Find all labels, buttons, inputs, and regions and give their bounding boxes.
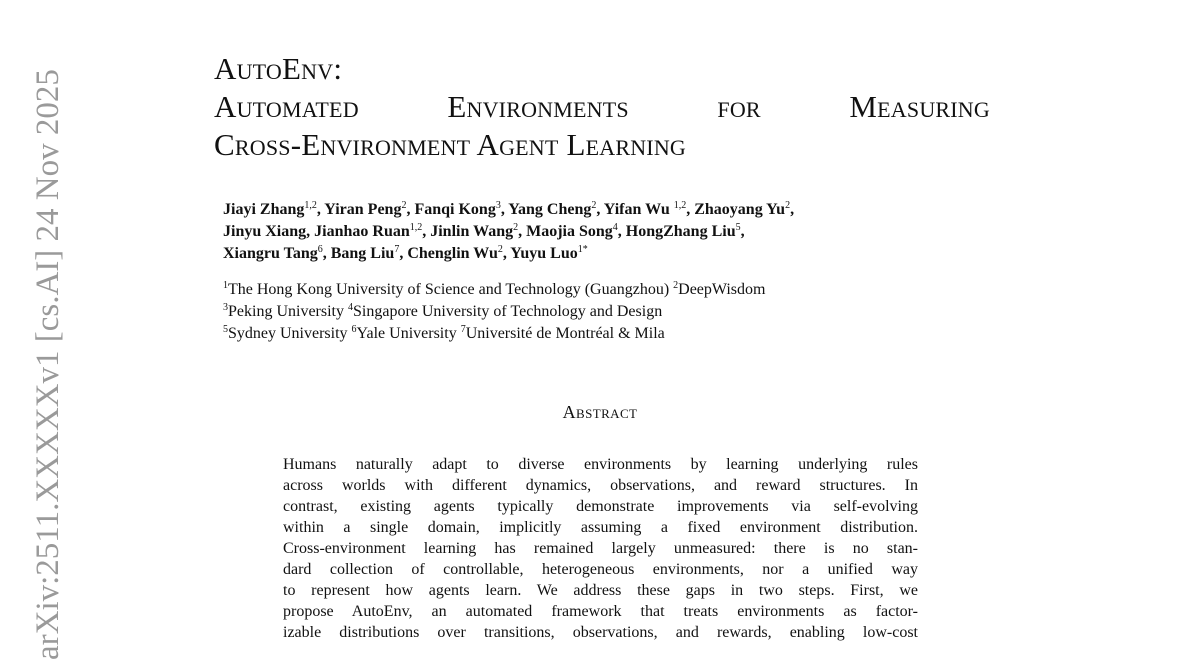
affiliation-name: Peking University bbox=[228, 303, 344, 320]
author-name: HongZhang Liu bbox=[625, 223, 736, 240]
author-name: Fanqi Kong bbox=[414, 201, 496, 218]
affiliation-number: 6 bbox=[351, 324, 357, 335]
affiliation-name: Singapore University of Technology and Design bbox=[353, 303, 663, 320]
author-affiliation-mark: 1,2 bbox=[673, 200, 687, 211]
affiliation-number: 2 bbox=[673, 280, 679, 291]
author-line: Jinyu Xiang, Jianhao Ruan$^{1,2}$, Jinlin Wang$^2$, Maojia Song$^4$, HongZhang Liu$^5$, bbox=[223, 222, 745, 240]
abstract-body bbox=[283, 454, 918, 643]
author-affiliation-mark: 4 bbox=[612, 222, 618, 233]
abstract-line: within a single domain, implicitly assuming a fixed environment distribution. bbox=[283, 519, 918, 536]
affiliation-name: DeepWisdom bbox=[678, 281, 766, 298]
abstract-line: propose AutoEnv, an automated framework that treats environments as factor- bbox=[283, 603, 918, 620]
author-affiliation-mark: 2 bbox=[401, 200, 407, 211]
affiliation-list bbox=[223, 279, 983, 345]
author-affiliation-mark: 5 bbox=[735, 222, 741, 233]
abstract-heading: Abstract bbox=[562, 402, 638, 422]
author-name: Jinlin Wang bbox=[430, 223, 514, 240]
author-name: Chenglin Wu bbox=[407, 245, 498, 262]
affiliation-name: Université de Montréal & Mila bbox=[465, 325, 665, 342]
author-affiliation-mark: 2 bbox=[785, 200, 791, 211]
abstract-line: contrast, existing agents typically demonstrate improvements via self-evolving bbox=[283, 498, 918, 515]
abstract-line: dard collection of controllable, heterogeneous environments, nor a unified way bbox=[283, 561, 918, 578]
title-line-2: Automated Environments for Measuring bbox=[214, 89, 990, 124]
affiliation-number: 7 bbox=[460, 324, 466, 335]
affiliation-number: 4 bbox=[348, 302, 353, 313]
affiliation-line bbox=[223, 301, 983, 323]
author-name: Yifan Wu bbox=[603, 201, 670, 218]
author-line: Jiayi Zhang$^{1,2}$, Yiran Peng$^2$, Fanqi Kong$^3$, Yang Cheng$^2$, Yifan Wu $^{1,2}$, Zhaoyang Yu$^2$, bbox=[223, 200, 795, 218]
author-affiliation-mark: 1,2 bbox=[409, 222, 423, 233]
author-affiliation-mark: 6 bbox=[317, 244, 323, 255]
author-affiliation-mark: 1* bbox=[577, 244, 588, 255]
author-name: Jiayi Zhang bbox=[223, 201, 305, 218]
title-line-1: AutoEnv: bbox=[214, 51, 343, 86]
author-name: Bang Liu bbox=[330, 245, 395, 262]
abstract-line: izable distributions over transitions, observations, and rewards, enabling low-cost bbox=[283, 624, 918, 641]
author-affiliation-mark: 7 bbox=[394, 244, 400, 255]
affiliation-number: 3 bbox=[223, 302, 228, 313]
abstract-line: Cross-environment learning has remained largely unmeasured: there is no stan- bbox=[283, 540, 918, 557]
author-name: Maojia Song bbox=[526, 223, 613, 240]
author-line: Xiangru Tang$^6$, Bang Liu$^7$, Chenglin Wu$^2$, Yuyu Luo$^{1*}$ bbox=[223, 244, 588, 262]
author-name: Yang Cheng bbox=[508, 201, 592, 218]
author-name: Yiran Peng bbox=[324, 201, 402, 218]
affiliation-name: Yale University bbox=[356, 325, 457, 342]
abstract-line: to represent how agents learn. We address these gaps in two steps. First, we bbox=[283, 582, 918, 599]
paper-title bbox=[214, 50, 990, 164]
affiliation-number: 5 bbox=[223, 324, 228, 335]
affiliation-name: The Hong Kong University of Science and Technology (Guangzhou) bbox=[228, 281, 670, 298]
affiliation-line bbox=[223, 323, 983, 345]
abstract-line: across worlds with different dynamics, observations, and reward structures. In bbox=[283, 477, 918, 494]
affiliation-name: Sydney University bbox=[228, 325, 348, 342]
affiliation-line bbox=[223, 279, 983, 301]
author-name: Jianhao Ruan bbox=[314, 223, 410, 240]
author-name: Zhaoyang Yu bbox=[694, 201, 786, 218]
author-name: Jinyu Xiang bbox=[223, 223, 307, 240]
author-affiliation-mark: 2 bbox=[591, 200, 597, 211]
author-affiliation-mark: 1,2 bbox=[304, 200, 317, 211]
title-line-3: Cross-Environment Agent Learning bbox=[214, 127, 686, 162]
arxiv-sidebar-stamp: arXiv:2511.XXXXXv1 [cs.AI] 24 Nov 2025 bbox=[30, 69, 66, 660]
author-affiliation-mark: 2 bbox=[497, 244, 503, 255]
author-affiliation-mark: 2 bbox=[513, 222, 519, 233]
author-list bbox=[223, 199, 983, 265]
abstract-line: Humans naturally adapt to diverse environments by learning underlying rules bbox=[283, 456, 918, 473]
author-affiliation-mark: 3 bbox=[495, 200, 501, 211]
author-name: Yuyu Luo bbox=[510, 245, 578, 262]
affiliation-number: 1 bbox=[223, 280, 228, 291]
author-name: Xiangru Tang bbox=[223, 245, 318, 262]
